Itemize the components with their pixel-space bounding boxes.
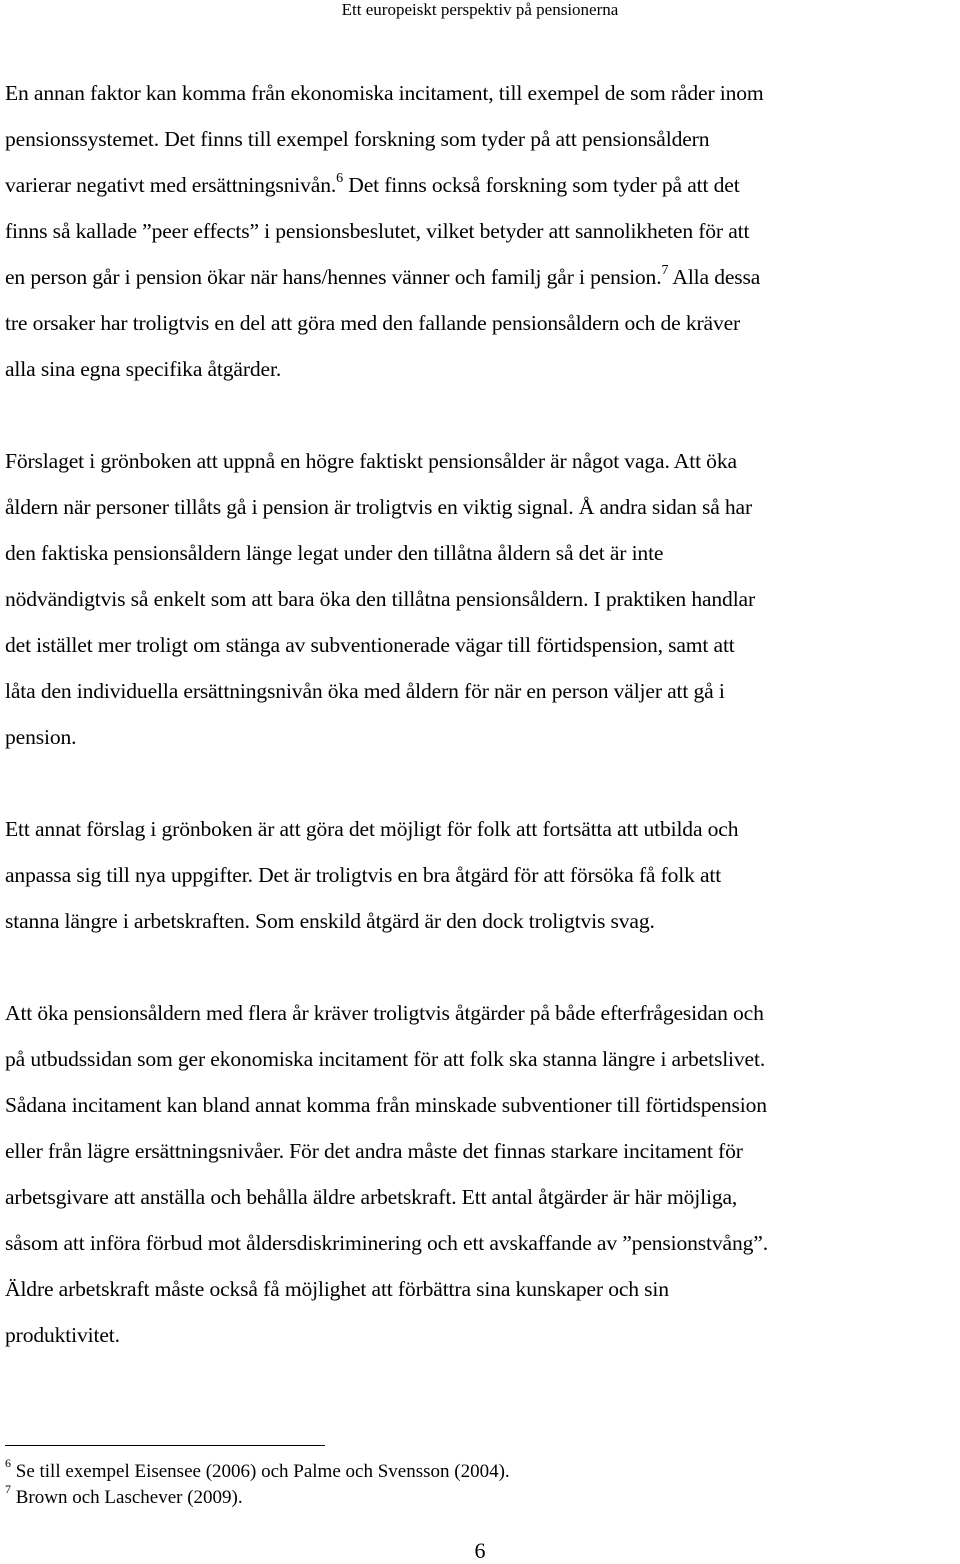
text-line: finns så kallade ”peer effects” i pensionsbeslutet, vilket betyder att sannolikheten för att xyxy=(5,219,750,243)
footnote-number: 6 xyxy=(5,1455,11,1470)
text-line: pension. xyxy=(5,725,77,749)
text-line: låta den individuella ersättningsnivån öka med åldern för när en person väljer att gå i xyxy=(5,679,725,703)
text-line: Förslaget i grönboken att uppnå en högre faktiskt pensionsålder är något vaga. Att öka xyxy=(5,449,737,473)
text-line: det istället mer troligt om stänga av subventionerade vägar till förtidspension, samt att xyxy=(5,633,735,657)
text-segment: Alla dessa xyxy=(672,265,761,289)
footnote-ref-6[interactable]: 6 xyxy=(336,170,343,186)
text-line: eller från lägre ersättningsnivåer. För det andra måste det finnas starkare incitament för xyxy=(5,1139,743,1163)
text-segment: varierar negativt med ersättningsnivån. xyxy=(5,173,337,197)
text-line: såsom att införa förbud mot åldersdiskriminering och ett avskaffande av ”pensionstvång”. xyxy=(5,1231,768,1255)
text-line: pensionssystemet. Det finns till exempel forskning som tyder på att pensionsåldern xyxy=(5,127,710,151)
text-line: Äldre arbetskraft måste också få möjlighet att förbättra sina kunskaper och sin xyxy=(5,1277,669,1301)
paragraph-1 xyxy=(5,70,957,392)
text-line: arbetsgivare att anställa och behålla äldre arbetskraft. Ett antal åtgärder är här möjliga, xyxy=(5,1185,738,1209)
body-text xyxy=(5,70,957,1404)
text-line: nödvändigtvis så enkelt som att bara öka den tillåtna pensionsåldern. I praktiken handlar xyxy=(5,587,756,611)
text-line: Ett annat förslag i grönboken är att göra det möjligt för folk att fortsätta att utbilda och xyxy=(5,817,739,841)
page-number: 6 xyxy=(474,1538,486,1563)
footnote-number: 7 xyxy=(5,1481,11,1496)
footnotes xyxy=(5,1455,905,1511)
text-line xyxy=(5,162,957,208)
text-line: den faktiska pensionsåldern länge legat under den tillåtna åldern så det är inte xyxy=(5,541,664,565)
text-segment: en person går i pension ökar när hans/hennes vänner och familj går i pension. xyxy=(5,265,662,289)
footnote-ref-7[interactable]: 7 xyxy=(661,262,669,278)
paragraph-2 xyxy=(5,438,957,760)
text-line: tre orsaker har troligtvis en del att göra med den fallande pensionsåldern och de kräver xyxy=(5,311,741,335)
footnote-text: Se till exempel Eisensee (2006) och Palme och Svensson (2004). xyxy=(15,1461,510,1482)
text-line: Sådana incitament kan bland annat komma från minskade subventioner till förtidspension xyxy=(5,1093,767,1117)
paragraph-3 xyxy=(5,806,957,944)
footnote-6 xyxy=(5,1455,905,1485)
text-line: Att öka pensionsåldern med flera år kräver troligtvis åtgärder på både efterfrågesidan och xyxy=(5,1001,764,1025)
footnote-text: Brown och Laschever (2009). xyxy=(15,1487,243,1508)
paragraph-4 xyxy=(5,990,957,1358)
text-line: anpassa sig till nya uppgifter. Det är troligtvis en bra åtgärd för att försöka få folk att xyxy=(5,863,722,887)
text-line: på utbudssidan som ger ekonomiska incitament för att folk ska stanna längre i arbetslivet. xyxy=(5,1047,766,1071)
footnote-divider xyxy=(5,1445,325,1446)
running-header: Ett europeiskt perspektiv på pensionerna xyxy=(341,0,619,19)
text-line: stanna längre i arbetskraften. Som enskild åtgärd är den dock troligtvis svag. xyxy=(5,909,655,933)
text-line: En annan faktor kan komma från ekonomiska incitament, till exempel de som råder inom xyxy=(5,81,764,105)
text-segment: Det finns också forskning som tyder på att det xyxy=(348,173,740,197)
footnote-7 xyxy=(5,1481,905,1511)
text-line: åldern när personer tillåts gå i pension är troligtvis en viktig signal. Å andra sidan så har xyxy=(5,495,753,519)
text-line: produktivitet. xyxy=(5,1323,120,1347)
text-line: alla sina egna specifika åtgärder. xyxy=(5,357,282,381)
text-line xyxy=(5,254,957,300)
